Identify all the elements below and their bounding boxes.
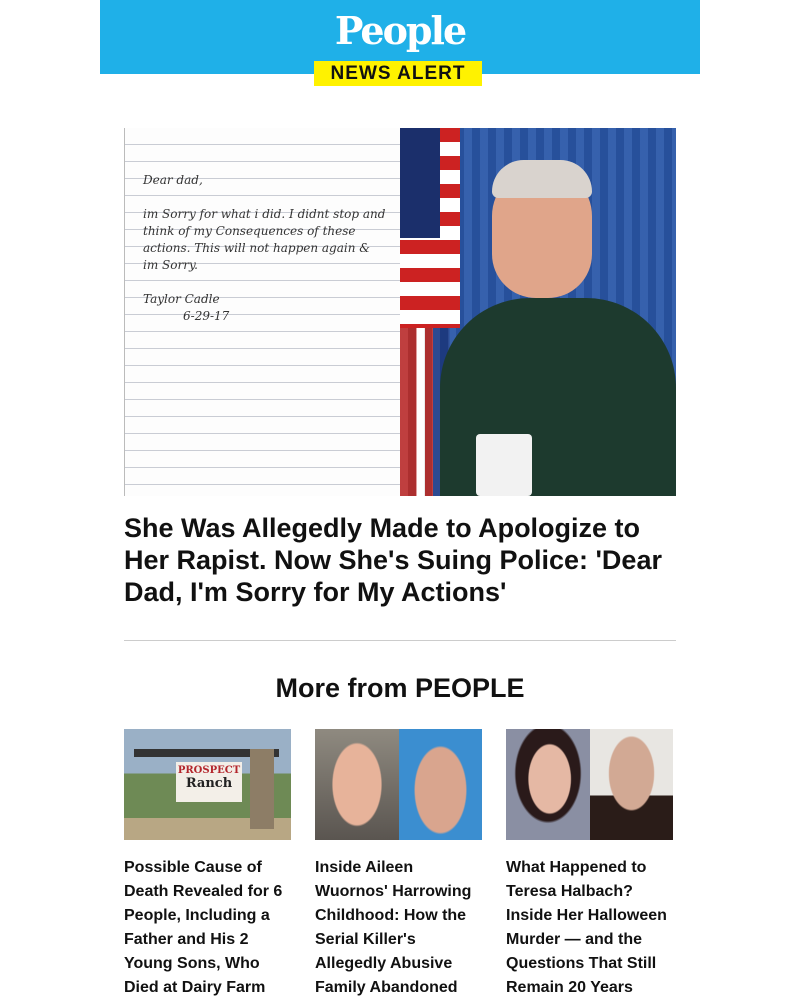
letter-signature: Taylor Cadle <box>143 292 220 306</box>
article-thumbnail[interactable] <box>124 729 291 840</box>
mug-graphic <box>476 434 532 496</box>
sign-text: Ranch <box>185 776 233 791</box>
more-from-heading: More from PEOPLE <box>275 673 525 703</box>
divider <box>124 640 676 641</box>
sign-text: PROSPECT <box>177 765 241 776</box>
letter-body: im Sorry for what i did. I didnt stop and think of my Consequences of these actions. This will not happen again & im Sorry. <box>143 207 386 272</box>
article-card[interactable] <box>124 729 291 1000</box>
headline-link[interactable]: She Was Allegedly Made to Apologize to Her Rapist. Now She's Suing Police: 'Dear Dad, I'm Sorry for My Actions' <box>124 513 662 607</box>
letter-greeting: Dear dad, <box>143 173 203 187</box>
sheriff-photo <box>400 128 676 496</box>
article-thumbnail[interactable] <box>315 729 482 840</box>
article-title[interactable]: Inside Aileen Wuornos' Harrowing Childhood: How the Serial Killer's Allegedly Abusive Family Abandoned <box>315 859 472 996</box>
flag-graphic <box>400 128 460 328</box>
hero-image[interactable] <box>124 128 676 496</box>
apology-letter-image <box>124 128 400 496</box>
news-alert-badge: NEWS ALERT <box>314 61 482 86</box>
article-thumbnail[interactable] <box>506 729 673 840</box>
article-title[interactable]: What Happened to Teresa Halbach? Inside Her Halloween Murder — and the Questions That Still Remain 20 Years <box>506 859 667 996</box>
people-logo[interactable]: People <box>334 8 466 53</box>
article-card[interactable] <box>506 729 673 1000</box>
letter-date: 6-29-17 <box>183 309 230 323</box>
article-card[interactable] <box>315 729 482 1000</box>
article-title[interactable]: Possible Cause of Death Revealed for 6 People, Including a Father and His 2 Young Sons, Who Died at Dairy Farm <box>124 859 283 996</box>
